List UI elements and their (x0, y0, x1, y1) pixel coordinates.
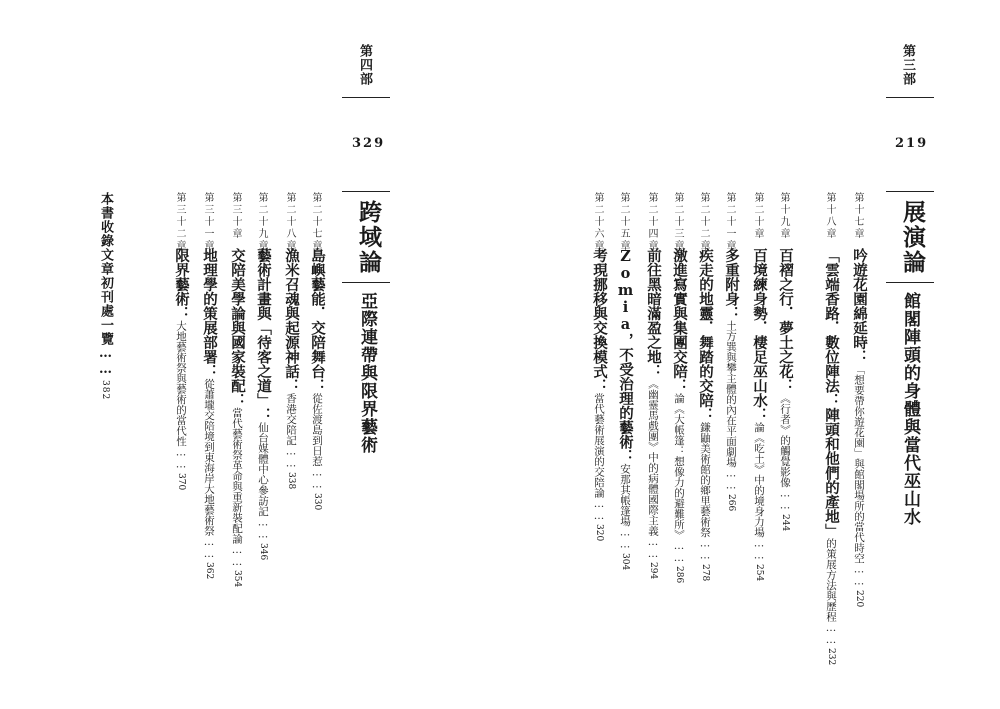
chapter-title (228, 248, 246, 587)
chapter-title (644, 248, 662, 579)
chapter-subtitle: 《幽靈馬戲團》中的病體國際主義…… (647, 378, 659, 560)
chapter-page-number: 304 (620, 552, 630, 570)
chapter-number: 第三十一章 (202, 192, 213, 252)
chapter-page-number: 286 (674, 566, 684, 584)
chapter-number: 第二十四章 (646, 192, 657, 252)
chapter-number: 第二十三章 (672, 192, 683, 252)
chapter-title (850, 248, 868, 607)
section-subtitle-left: 亞際連帶與限界藝術 (357, 292, 377, 454)
chapter-subtitle: 的策展方法與歷程…… (825, 538, 837, 646)
chapter-title (254, 248, 272, 560)
section-subtitle-right: 館閣陣頭的身體與當代巫山水 (900, 292, 920, 526)
part-label-right: 第三部 (900, 44, 915, 86)
appendix-title: 本書收錄文章初刊處一覽…… (98, 192, 113, 378)
chapter-title (308, 248, 326, 510)
chapter-title-main: 地理學的策展部署： (201, 248, 218, 379)
chapter-title (722, 248, 740, 511)
chapter-number: 第二十五章 (618, 192, 629, 252)
chapter-subtitle: 土方巽與攀主體的內在平面劇場…… (725, 320, 737, 492)
chapter-title-main: 多重附身： (723, 248, 740, 321)
chapter-page-number: 278 (700, 563, 710, 581)
chapter-title-main: 交陪美學論與國家裝配： (229, 248, 246, 408)
chapter-title-main: 考現挪移與交換模式： (591, 248, 608, 393)
appendix-page: 382 (100, 380, 110, 401)
page-number-right: 219 (895, 136, 929, 151)
chapter-title-main: Zomia，不受治理的藝術： (617, 248, 634, 464)
chapter-page-number: 338 (286, 471, 296, 489)
chapter-number: 第二十章 (752, 192, 763, 240)
chapter-title-main: 百褶之行．夢土之花： (777, 248, 794, 393)
chapter-page-number: 354 (232, 570, 242, 588)
chapter-page-number: 370 (176, 472, 186, 490)
chapter-title-main: 島嶼藝能．交陪舞台： (309, 248, 326, 393)
page-number-left: 329 (352, 136, 386, 151)
chapter-subtitle: 仙台媒體中心參訪記…… (257, 422, 269, 541)
chapter-number: 第三十章 (230, 192, 241, 240)
chapter-title-main: 限界藝術： (173, 248, 190, 321)
chapter-title-main: 吟遊花園綿延時： (851, 248, 868, 364)
divider-left-under-title (342, 282, 390, 283)
chapter-page-number: 244 (780, 513, 790, 531)
chapter-title (750, 248, 768, 581)
chapter-title (282, 248, 300, 489)
chapter-number: 第十九章 (778, 192, 789, 240)
chapter-subtitle: 論《大帳篷：想像力的避難所》…… (673, 393, 685, 564)
chapter-title (696, 248, 714, 581)
chapter-page-number: 330 (312, 492, 322, 510)
chapter-number: 第十八章 (824, 192, 835, 240)
chapter-subtitle: 安那其帳篷場…… (619, 463, 631, 551)
chapter-title-main: 前往黑暗滿盈之地： (645, 248, 662, 379)
chapter-page-number: 254 (754, 563, 764, 581)
chapter-title-main: 激進寫實與集團交陪： (671, 248, 688, 393)
chapter-number: 第二十一章 (724, 192, 735, 252)
chapter-subtitle: 從佐渡島到日惹…… (311, 393, 323, 491)
chapter-number: 第十七章 (852, 192, 863, 240)
chapter-number: 第二十二章 (698, 192, 709, 252)
chapter-title (670, 248, 688, 583)
chapter-subtitle: 論《吃土》中的境身力場…… (753, 422, 765, 562)
chapter-subtitle: 《行者》的觸覺影像…… (779, 393, 791, 512)
chapter-page-number: 232 (826, 648, 836, 666)
chapter-title (822, 248, 840, 665)
divider-left-mid (342, 191, 390, 192)
chapter-page-number: 362 (204, 562, 214, 580)
chapter-title (776, 248, 794, 531)
chapter-title-main: 百境練身勢．棲足巫山水： (751, 248, 768, 422)
chapter-number: 第二十七章 (310, 192, 321, 252)
divider-right-mid (886, 191, 934, 192)
divider-left-top (342, 97, 390, 98)
chapter-subtitle: 大地藝術祭與藝術的當代性…… (175, 320, 187, 471)
chapter-title-main: 藝術計畫與「待客之道」： (255, 248, 272, 422)
chapter-subtitle: 當代藝術祭革命與重新裝配論…… (231, 407, 243, 568)
part-label-left: 第四部 (357, 44, 372, 86)
chapter-subtitle: 「想要帶你遊花園」與館閣場所的當代時空…… (853, 364, 865, 588)
divider-right-top (886, 97, 934, 98)
chapter-number: 第二十六章 (592, 192, 603, 252)
chapter-page-number: 294 (648, 562, 658, 580)
appendix-entry (96, 192, 115, 400)
chapter-title (200, 248, 218, 579)
chapter-page-number: 320 (594, 524, 604, 542)
chapter-page-number: 346 (258, 542, 268, 560)
chapter-title (172, 248, 190, 490)
chapter-title (616, 248, 634, 570)
chapter-subtitle: 從蕭壠交陪境到東海岸大地藝術祭…… (203, 378, 215, 560)
section-title-right: 展演論 (899, 200, 926, 275)
chapter-page-number: 220 (854, 589, 864, 607)
chapter-title-main: 疾走的地靈．舞踏的交陪： (697, 248, 714, 422)
chapter-subtitle: 香港交陪記…… (285, 393, 297, 470)
chapter-subtitle: 鎌鼬美術館的鄉里藝術祭…… (699, 422, 711, 562)
chapter-title (590, 248, 608, 541)
divider-right-under-title (886, 282, 934, 283)
chapter-subtitle: 當代藝術展演的交陪論…… (593, 393, 605, 522)
chapter-title-main: 漁米召魂與起源神話： (283, 248, 300, 393)
chapter-number: 第二十九章 (256, 192, 267, 252)
section-title-left: 跨域論 (355, 200, 382, 275)
chapter-number: 第三十二章 (174, 192, 185, 252)
chapter-number: 第二十八章 (284, 192, 295, 252)
chapter-title-main: 「雲端香路．數位陣法：陣頭和他們的產地」 (823, 248, 840, 538)
chapter-page-number: 266 (726, 493, 736, 511)
